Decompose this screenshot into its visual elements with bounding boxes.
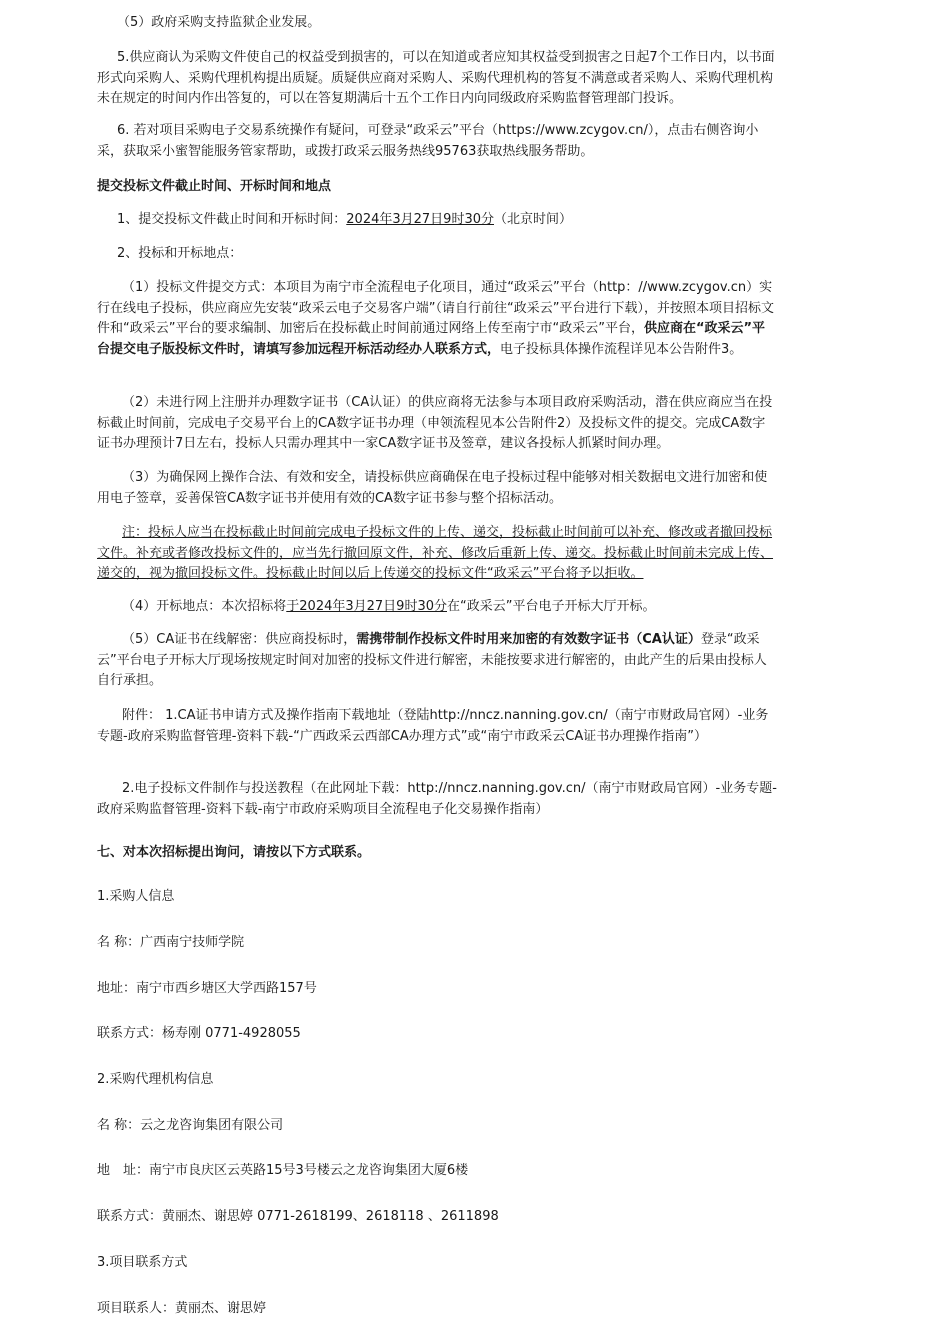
agency-contact: 联系方式：黄丽杰、谢思婷 0771-2618199、2618118 、2611898 (97, 1209, 499, 1224)
deadline-heading: 提交投标文件截止时间、开标时间和地点 (97, 179, 332, 194)
buyer-contact: 联系方式：杨寿刚 0771-4928055 (97, 1026, 301, 1041)
buyer-name: 名 称：广西南宁技师学院 (97, 935, 245, 950)
para-sub2-ca: （2）未进行网上注册并办理数字证书（CA认证）的供应商将无法参与本项目政府采购活动，潜在供应商应当在投标截止时间前，完成电子交易平台上的CA数字证书办理（申领流程见本公告附件2）及投标文件的提交。完成CA数字证书办理预计7日左右，投标人只需办理其中一家CA数字证书及签章，建议各投标人抓紧时间办理。 (97, 395, 773, 451)
para-note: 注：投标人应当在投标截止时间前完成电子投标文件的上传、递交，投标截止时间前可以补充、修改或者撤回投标文件。补充或者修改投标文件的，应当先行撤回原文件，补充、修改后重新上传、递交。投标截止时间前未完成上传、递交的，视为撤回投标文件。投标截止时间以后上传递交的投标文件“政采云”平台将予以拒收。 (97, 525, 774, 581)
deadline-1-time: 2024年3月27日9时30分 (346, 212, 494, 227)
para-system-help: 6. 若对项目采购电子交易系统操作有疑问，可登录“政采云”平台（https://www.zcygov.cn/），点击右侧咨询小采，获取采小蜜智能服务管家帮助，或拨打政采云服务热线95763获取热线服务帮助。 (97, 123, 759, 159)
deadline-1-prefix: 1、提交投标文件截止时间和开标时间： (117, 212, 347, 227)
sub4-time: 于2024年3月27日9时30分 (286, 599, 447, 614)
sub1-text-bold: 供应商在“政采云”平台提交电子版投标文件时，请填写参加远程开标活动经办人联系方式， (97, 321, 766, 357)
sub1-text-c: 电子投标具体操作流程详见本公告附件3。 (500, 341, 743, 357)
contact-heading: 七、对本次招标提出询问，请按以下方式联系。 (97, 845, 371, 860)
sub1-text-a: （1）投标文件提交方式：本项目为南宁市全流程电子化项目，通过“政采云”平台（http：//www.zcygov.cn）实行在线电子投标，供应商应先安装“政采云电子交易客户端”（请自行前往“政采云”平台进行下载），并按照本项目招标文件和“政采云”平台的要求编制、加密后在投标截止时间前通过网络上传至南宁市“政采云”平台， (97, 280, 774, 336)
project-heading: 3.项目联系方式 (97, 1255, 188, 1270)
buyer-heading: 1.采购人信息 (97, 889, 175, 904)
sub5-bold: 需携带制作投标文件时用来加密的有效数字证书（CA认证） (356, 632, 701, 647)
agency-name: 名 称：云之龙咨询集团有限公司 (97, 1118, 284, 1133)
para-deadline-2: 2、投标和开标地点： (117, 246, 243, 261)
para-challenge: 5.供应商认为采购文件使自己的权益受到损害的，可以在知道或者应知其权益受到损害之日起7个工作日内，以书面形式向采购人、采购代理机构提出质疑。质疑供应商对采购人、采购代理机构的答复不满意或者采购人、采购代理机构未在规定的时间内作出答复的，可以在答复期满后十五个工作日内向同级政府采购监督管理部门投诉。 (97, 50, 775, 106)
buyer-address: 地址：南宁市西乡塘区大学西路157号 (97, 981, 317, 996)
agency-address: 地 址：南宁市良庆区云英路15号3号楼云之龙咨询集团大厦6楼 (97, 1163, 469, 1178)
deadline-1-suffix: （北京时间） (494, 212, 573, 227)
para-attachment-1: 附件： 1.CA证书申请方式及操作指南下载地址（登陆http://nncz.nanning.gov.cn/（南宁市财政局官网）-业务专题-政府采购监督管理-资料下载-“广西政采云西部CA办理方式”或“南宁市政采云CA证书办理操作指南”） (97, 708, 769, 744)
para-sub5-decrypt (97, 630, 777, 692)
para-sub3-security: （3）为确保网上操作合法、有效和安全，请投标供应商确保在电子投标过程中能够对相关数据电文进行加密和使用电子签章，妥善保管CA数字证书并使用有效的CA数字证书参与整个招标活动。 (97, 470, 768, 506)
para-attachment-2: 2.电子投标文件制作与投送教程（在此网址下载：http://nncz.nanning.gov.cn/（南宁市财政局官网）-业务专题-政府采购监督管理-资料下载-南宁市政府采购项目全流程电子化交易操作指南） (97, 781, 777, 817)
para-sub1-submission (97, 278, 777, 360)
sub5-suffix: 登录“政采云”平台电子开标大厅现场按规定时间对加密的投标文件进行解密，未能按要求进行解密的，由此产生的后果由投标人自行承担。 (97, 632, 767, 688)
para-sub4-location (97, 597, 777, 618)
sub4-prefix: （4）开标地点：本次招标将 (122, 599, 287, 614)
sub5-prefix: （5）CA证书在线解密：供应商投标时， (122, 632, 357, 647)
project-contact: 项目联系人：黄丽杰、谢思婷 (97, 1301, 267, 1316)
sub4-suffix: 在“政采云”平台电子开标大厅开标。 (447, 599, 656, 614)
para-prison-support: （5）政府采购支持监狱企业发展。 (117, 15, 321, 30)
para-deadline-1 (97, 210, 777, 231)
agency-heading: 2.采购代理机构信息 (97, 1072, 214, 1087)
